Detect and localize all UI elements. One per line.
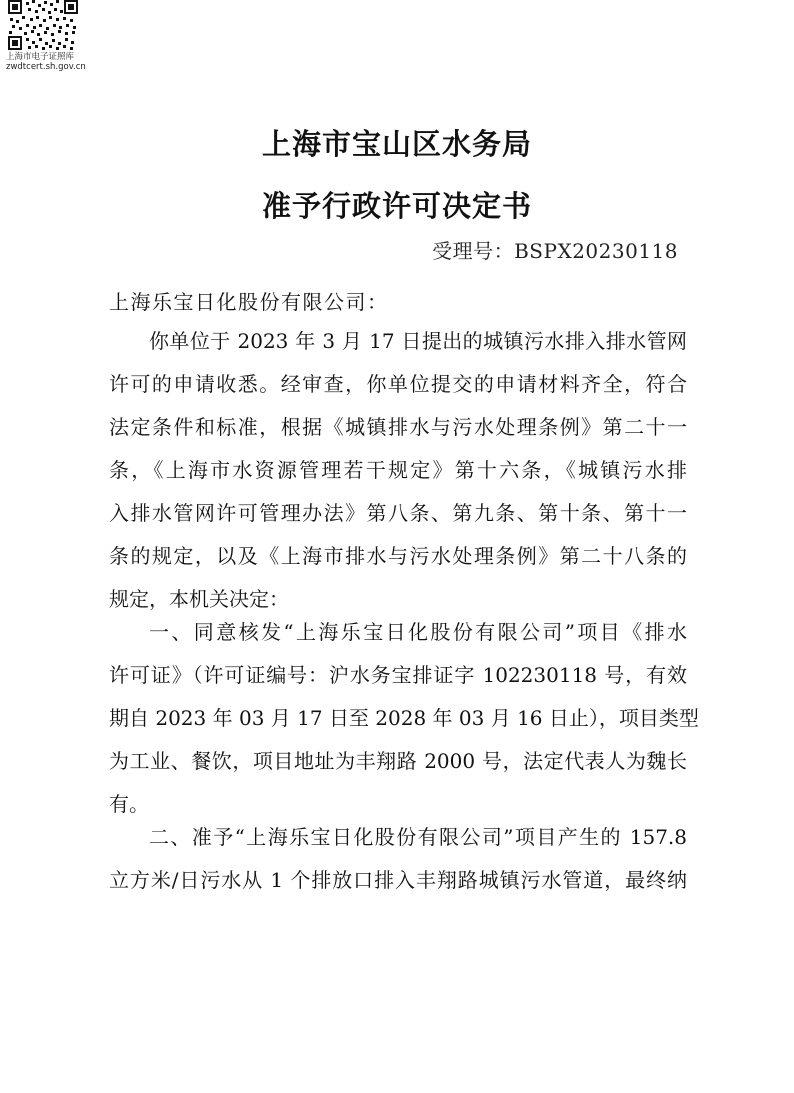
paragraph-line: 入排水管网许可管理办法》第八条、第九条、第十条、第十一	[109, 501, 687, 525]
paragraph-line: 规定，本机关决定：	[109, 587, 289, 611]
paragraph-line: 法定条件和标准，根据《城镇排水与污水处理条例》第二十一	[109, 415, 687, 439]
paragraph-line: 立方米/日污水从 1 个排放口排入丰翔路城镇污水管道，最终纳	[109, 868, 687, 892]
paragraph-line: 许可的申请收悉。经审查，你单位提交的申请材料齐全，符合	[109, 372, 687, 396]
paragraph-line: 许可证》（许可证编号：沪水务宝排证字 102230118 号，有效	[109, 663, 687, 687]
addressee: 上海乐宝日化股份有限公司：	[109, 290, 389, 314]
qr-caption-source: 上海市电子证照库	[6, 52, 75, 62]
paragraph-line: 条的规定，以及《上海市排水与污水处理条例》第二十八条的	[109, 544, 687, 568]
paragraph-line: 一、同意核发“上海乐宝日化股份有限公司”项目《排水	[149, 620, 687, 644]
issuer-title: 上海市宝山区水务局	[261, 127, 532, 161]
paragraph-line: 为工业、餐饮，项目地址为丰翔路 2000 号，法定代表人为魏长	[109, 749, 687, 773]
document-title: 准予行政许可决定书	[261, 189, 532, 223]
qr-caption-url: zwdtcert.sh.gov.cn	[6, 62, 86, 72]
reference-number: 受理号：BSPX20230118	[432, 239, 678, 263]
paragraph-line: 二、准予“上海乐宝日化股份有限公司”项目产生的 157.8	[149, 825, 687, 849]
paragraph-line: 期自 2023 年 03 月 17 日至 2028 年 03 月 16 日止），项目类型	[109, 706, 699, 730]
qr-code	[8, 0, 78, 50]
paragraph-item-two	[109, 816, 687, 902]
paragraph-decision-basis	[109, 320, 687, 621]
paragraph-item-one	[109, 611, 699, 826]
paragraph-line: 有。	[109, 792, 149, 816]
paragraph-line: 你单位于 2023 年 3 月 17 日提出的城镇污水排入排水管网	[149, 329, 687, 353]
paragraph-line: 条，《上海市水资源管理若干规定》第十六条，《城镇污水排	[109, 458, 687, 482]
